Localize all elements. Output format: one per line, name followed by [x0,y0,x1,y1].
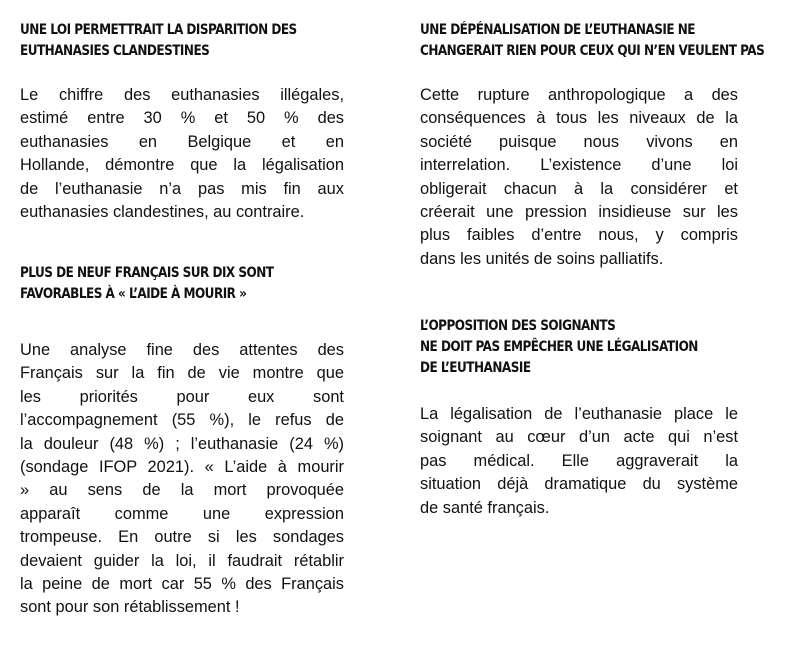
section-french-favorable [20,263,344,620]
section-depenalisation [420,20,765,271]
section-caregivers-opposition [420,316,738,520]
section-heading: PLUS DE NEUF FRANÇAIS SUR DIX SONT FAVORABLES À « L’AIDE À MOURIR » [20,265,274,302]
section-body: Une analyse fine des attentes des Français sur la fin de vie montre que les priorités pour eux sont l’accompagnement (55 %), le refus de la douleur (48 %) ; l’euthanasie (24 %) (sondage IFOP 2021). « L’aide à mourir » au sens de la mort provoquée apparaît comme une expression trompeuse. En outre si les sondages devaient guider la loi, il faudrait rétablir la peine de mort car 55 % des Français sont pour son rétablissement ! [20,341,344,617]
section-body: La légalisation de l’euthanasie place le soignant au cœur d’un acte qui n’est pas médical. Elle aggraverait la situation déjà dramatique du système de santé français. [420,405,738,517]
section-heading: L’OPPOSITION DES SOIGNANTS NE DOIT PAS EMPÊCHER UNE LÉGALISATION DE L’EUTHANASIE [420,318,698,376]
section-clandestine-euthanasia [20,20,344,224]
section-body: Le chiffre des euthanasies illégales, estimé entre 30 % et 50 % des euthanasies en Belgique et en Hollande, démontre que la légalisation de l’euthanasie n’a pas mis fin aux euthanasies clandestines, au contraire. [20,86,344,222]
section-heading: UNE LOI PERMETTRAIT LA DISPARITION DES EUTHANASIES CLANDESTINES [20,22,297,59]
section-heading: UNE DÉPÉNALISATION DE L’EUTHANASIE NE CHANGERAIT RIEN POUR CEUX QUI N’EN VEULENT PAS [420,22,765,59]
section-body: Cette rupture anthropologique a des conséquences à tous les niveaux de la société puisque nous vivons en interrelation. L’existence d’une loi obligerait chacun à la considérer et créerait une pression insidieuse sur les plus faibles d’entre nous, y compris dans les unités de soins palliatifs. [420,86,738,268]
